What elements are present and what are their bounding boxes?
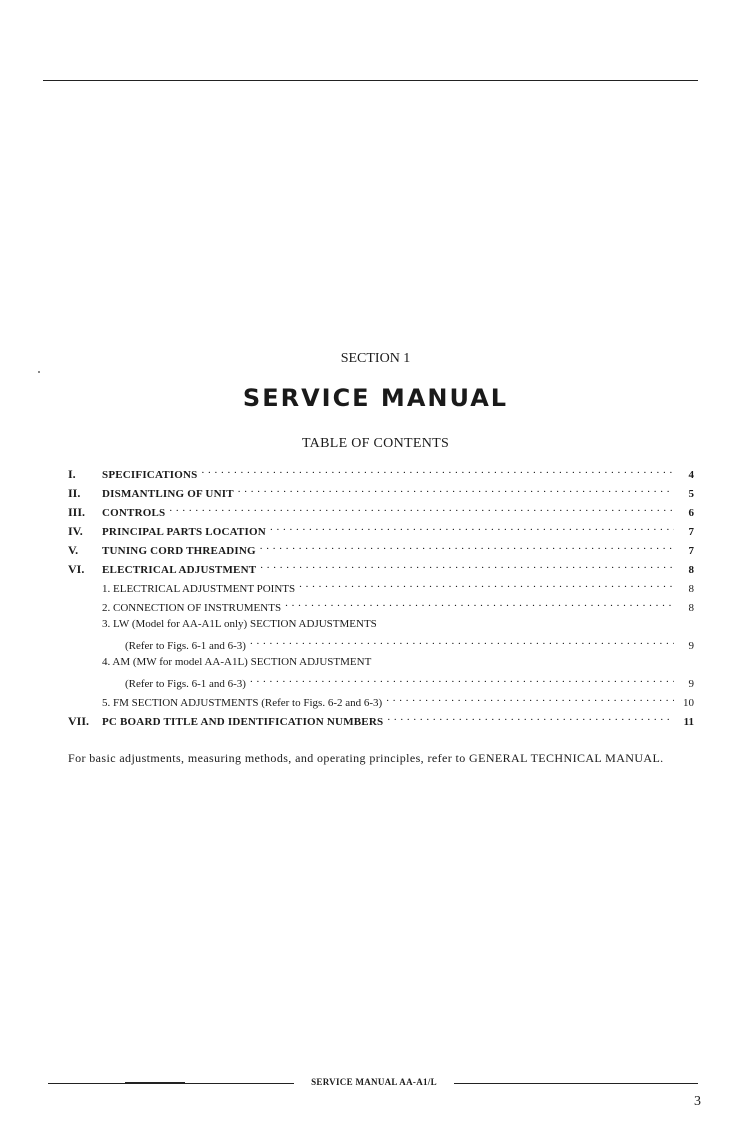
footer-rule-accent (125, 1082, 185, 1084)
toc-entry-page: 9 (688, 678, 694, 690)
toc-entry-title: (Refer to Figs. 6-1 and 6-3) (125, 640, 246, 652)
toc-entry (68, 542, 694, 561)
toc-entry-title: 2. CONNECTION OF INSTRUMENTS (102, 602, 282, 614)
toc-entry (68, 523, 694, 542)
page-title: SERVICE MANUAL (242, 384, 509, 412)
toc-entry (68, 694, 694, 713)
page-number: 3 (694, 1094, 701, 1109)
toc-entry-number: III. (68, 505, 86, 519)
toc-entry-title: ELECTRICAL ADJUSTMENT (102, 564, 257, 576)
footer-rule-right (454, 1083, 698, 1084)
toc-entry (68, 466, 694, 485)
toc-leader-dots (202, 466, 674, 478)
toc-entry-page: 7 (688, 526, 694, 538)
toc-entry-title: TUNING CORD THREADING (102, 545, 256, 557)
section-label: SECTION 1 (340, 351, 411, 366)
toc-entry (68, 618, 694, 637)
toc-entry-page: 9 (688, 640, 694, 652)
toc-entry (68, 599, 694, 618)
toc-leader-dots (238, 485, 674, 497)
toc-entry-number: VII. (68, 714, 90, 728)
toc-entry-page: 8 (688, 602, 694, 614)
toc-entry (68, 637, 694, 656)
toc-entry-title: CONTROLS (102, 507, 166, 519)
toc-entry-title: PRINCIPAL PARTS LOCATION (102, 526, 266, 538)
toc-leader-dots (260, 561, 674, 573)
toc-leader-dots (250, 637, 674, 649)
toc-leader-dots (386, 694, 674, 706)
toc-entry (68, 504, 694, 523)
toc-entry-page: 5 (688, 488, 694, 500)
toc-entry-title: 3. LW (Model for AA-A1L only) SECTION ADJUSTMENTS (102, 618, 377, 630)
table-of-contents (68, 466, 694, 732)
toc-leader-dots (260, 542, 674, 554)
toc-entry (68, 485, 694, 504)
toc-leader-dots (169, 504, 674, 516)
toc-entry (68, 580, 694, 599)
footer-title: SERVICE MANUAL AA-A1/L (311, 1077, 437, 1087)
toc-entry-number: I. (68, 467, 76, 481)
toc-entry (68, 656, 694, 675)
toc-heading: TABLE OF CONTENTS (301, 436, 450, 451)
toc-entry-page: 6 (688, 507, 694, 519)
toc-entry-title: SPECIFICATIONS (102, 469, 198, 481)
toc-leader-dots (387, 713, 674, 725)
toc-entry-title: 1. ELECTRICAL ADJUSTMENT POINTS (102, 583, 296, 595)
toc-entry-title: DISMANTLING OF UNIT (102, 488, 234, 500)
reference-note: For basic adjustments, measuring methods, and operating principles, refer to GENERAL TECHNICAL MANUAL. (68, 751, 664, 765)
toc-entry-page: 7 (688, 545, 694, 557)
toc-leader-dots (250, 675, 674, 687)
toc-entry-page: 4 (688, 469, 694, 481)
toc-leader-dots (270, 523, 674, 535)
toc-entry-title: PC BOARD TITLE AND IDENTIFICATION NUMBERS (102, 716, 384, 728)
scan-speck (38, 371, 40, 373)
toc-entry (68, 561, 694, 580)
toc-entry-title: (Refer to Figs. 6-1 and 6-3) (125, 678, 246, 690)
top-rule (43, 80, 698, 81)
toc-leader-dots (285, 599, 674, 611)
toc-entry-number: V. (68, 543, 79, 557)
toc-leader-dots (299, 580, 674, 592)
toc-entry-page: 10 (683, 697, 694, 709)
toc-entry-title: 5. FM SECTION ADJUSTMENTS (Refer to Figs. 6-2 and 6-3) (102, 697, 383, 709)
toc-entry-page: 11 (683, 716, 694, 728)
toc-entry-page: 8 (688, 564, 694, 576)
toc-entry-number: VI. (68, 562, 85, 576)
toc-entry-page: 8 (688, 583, 694, 595)
toc-entry-title: 4. AM (MW for model AA-A1L) SECTION ADJUSTMENT (102, 656, 372, 668)
toc-entry-number: IV. (68, 524, 83, 538)
toc-entry (68, 675, 694, 694)
toc-entry-number: II. (68, 486, 81, 500)
toc-entry (68, 713, 694, 732)
